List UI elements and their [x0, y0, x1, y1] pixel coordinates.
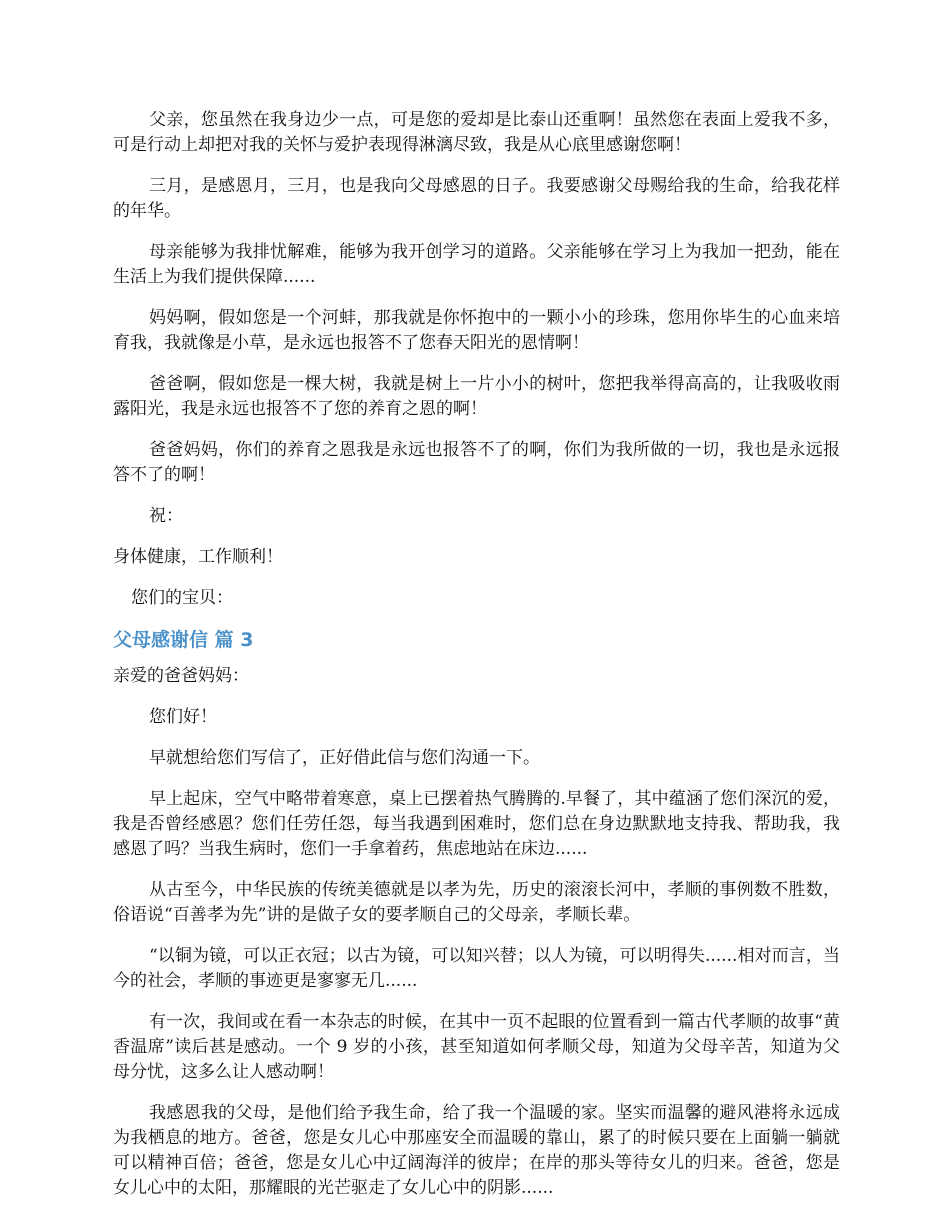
wish-text: 身体健康，工作顺利！ — [113, 547, 283, 567]
section-heading: 父母感谢信 篇 3 — [113, 629, 254, 651]
paragraph: 有一次，我间或在看一本杂志的时候，在其中一页不起眼的位置看到一篇古代孝顺的故事“黄香温席”读后甚是感动。一个 9 岁的小孩，甚至知道如何孝顺父母，知道为父母辛苦，知道为父母分忧，这多么让人感动啊！ — [113, 1012, 840, 1082]
paragraph: 我感恩我的父母，是他们给予我生命，给了我一个温暖的家。坚实而温馨的避风港将永远成为我栖息的地方。爸爸，您是女儿心中那座安全而温暖的靠山，累了的时候只要在上面躺一躺就可以精神百倍；爸爸，您是女儿心中辽阔海洋的彼岸；在岸的那头等待女儿的归来。爸爸，您是女儿心中的太阳，那耀眼的光芒驱走了女儿心中的阴影...... — [113, 1103, 840, 1198]
greeting: 您们好！ — [149, 707, 217, 727]
paragraph: 父亲，您虽然在我身边少一点，可是您的爱却是比泰山还重啊！虽然您在表面上爱我不多，可是行动上却把对我的关怀与爱护表现得淋漓尽致，我是从心底里感谢您啊！ — [113, 110, 840, 155]
wish-intro: 祝： — [149, 506, 183, 526]
document-page — [113, 108, 840, 1217]
paragraph: 早上起床，空气中略带着寒意，桌上已摆着热气腾腾的.早餐了，其中蕴涵了您们深沉的爱，我是否曾经感恩？您们任劳任怨，每当我遇到困难时，您们总在身边默默地支持我、帮助我，我感恩了吗？当我生病时，您们一手拿着药，焦虑地站在床边...... — [113, 789, 840, 859]
paragraph: 爸爸妈妈，你们的养育之恩我是永远也报答不了的啊，你们为我所做的一切，我也是永远报答不了的啊！ — [113, 440, 840, 485]
paragraph: 早就想给您们写信了，正好借此信与您们沟通一下。 — [149, 748, 540, 768]
paragraph: 妈妈啊，假如您是一个河蚌，那我就是你怀抱中的一颗小小的珍珠，您用你毕生的心血来培育我，我就像是小草，是永远也报答不了您春天阳光的恩情啊！ — [113, 308, 840, 353]
paragraph: 爸爸啊，假如您是一棵大树，我就是树上一片小小的树叶，您把我举得高高的，让我吸收雨露阳光，我是永远也报答不了您的养育之恩的啊！ — [113, 374, 840, 419]
signoff: 您们的宝贝： — [131, 588, 233, 608]
paragraph: 从古至今，中华民族的传统美德就是以孝为先，历史的滚滚长河中，孝顺的事例数不胜数，俗语说“百善孝为先”讲的是做子女的要孝顺自己的父母亲，孝顺长辈。 — [113, 880, 840, 925]
paragraph: “以铜为镜，可以正衣冠；以古为镜，可以知兴替；以人为镜，可以明得失......相对而言，当今的社会，孝顺的事迹更是寥寥无几...... — [113, 946, 840, 991]
salutation: 亲爱的爸爸妈妈： — [113, 666, 249, 686]
paragraph: 三月，是感恩月，三月，也是我向父母感恩的日子。我要感谢父母赐给我的生命，给我花样的年华。 — [113, 176, 840, 221]
paragraph: 母亲能够为我排忧解难，能够为我开创学习的道路。父亲能够在学习上为我加一把劲，能在生活上为我们提供保障...... — [113, 242, 840, 287]
